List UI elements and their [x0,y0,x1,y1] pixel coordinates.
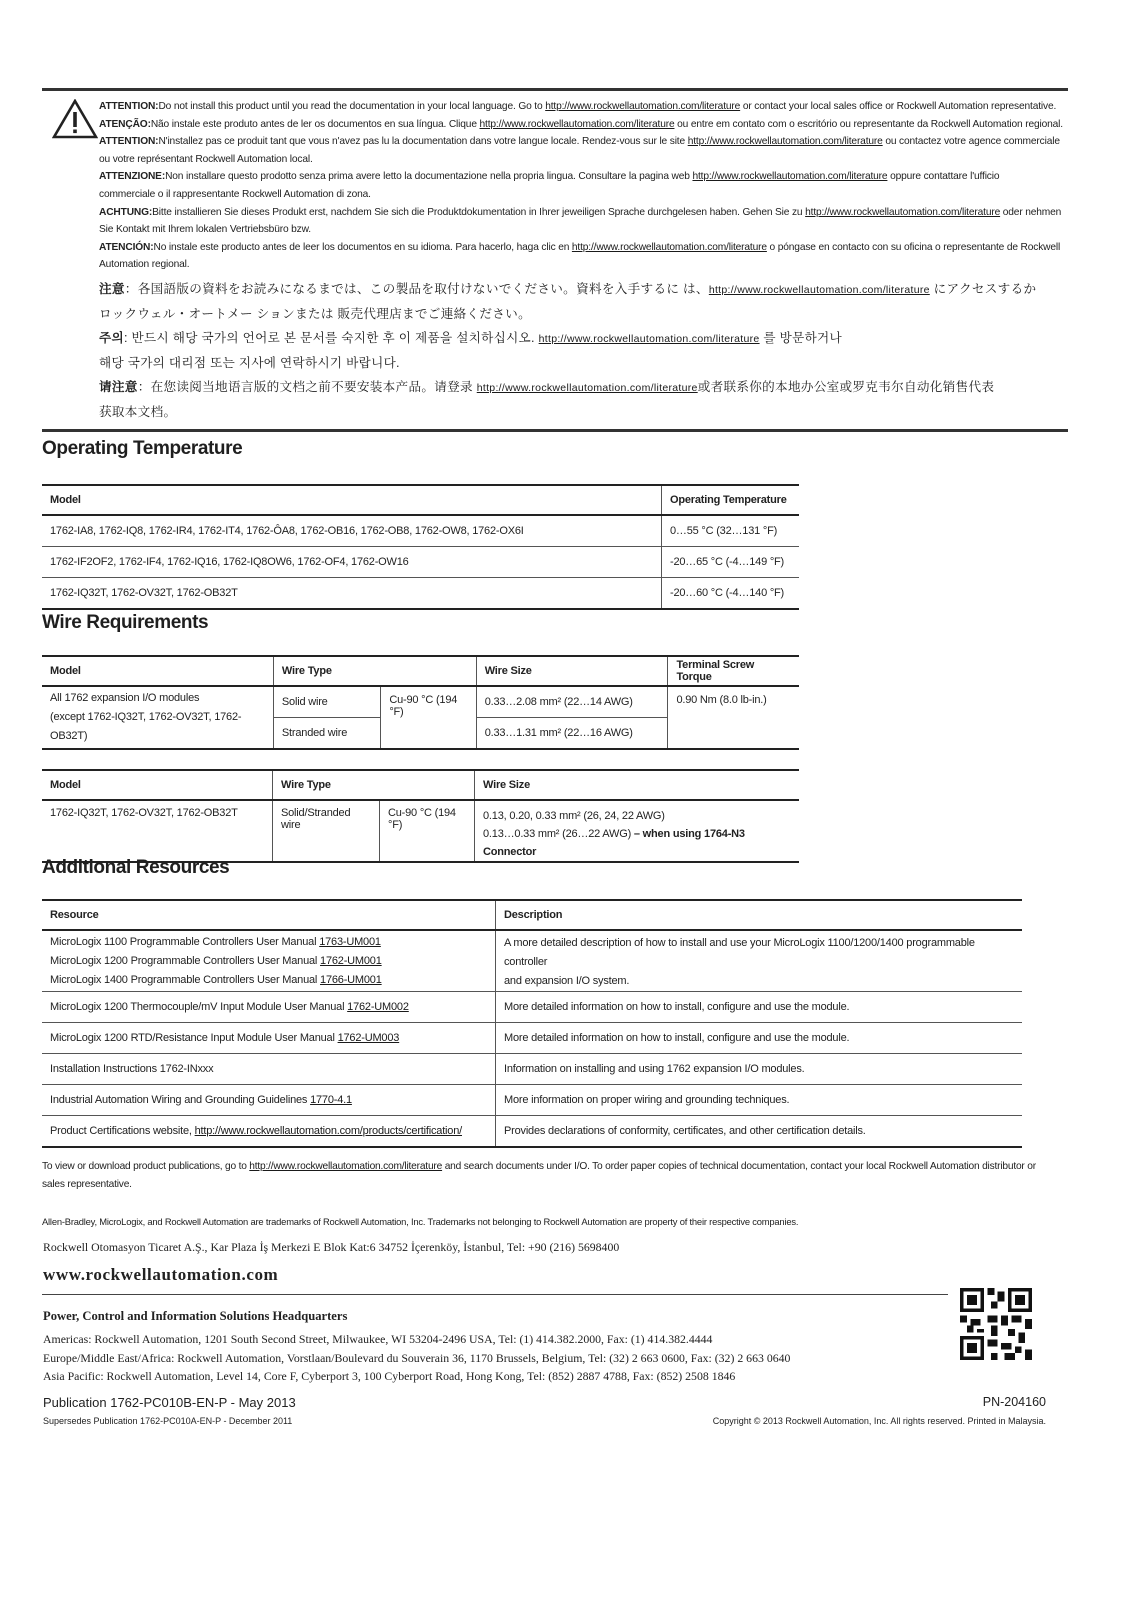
wire-size-line: 0.13, 0.20, 0.33 mm² (26, 24, 22 AWG) [483,810,665,822]
column-header-wire-type: Wire Type [273,770,475,800]
model-cell: 1762-IF2OF2, 1762-IF4, 1762-IQ16, 1762-IQ8OW6, 1762-OF4, 1762-OW16 [42,547,662,578]
attention-text: o póngase en contacto con su oficina o representante de Rockwell [766,241,1061,253]
resource-cell [42,1085,496,1116]
attention-text: ou entre em contato com o escritório ou representante da Rockwell Automation regional. [674,118,1063,130]
torque-cell: 0.90 Nm (8.0 lb-in.) [668,686,799,749]
resource-title: Product Certifications website, [50,1124,195,1137]
attention-line [99,256,1064,274]
description-cell [496,930,1023,992]
attention-line [99,98,1064,116]
attention-text: oppure contattare l'ufficio [887,171,1000,183]
publications-text: To view or download product publications, go to [42,1161,250,1172]
table-row [42,800,799,862]
resource-title: MicroLogix 1400 Programmable Controllers User Manual [50,973,321,986]
attention-line [99,400,1064,424]
description-cell [496,1085,1023,1116]
attention-text: N'installez pas ce produit tant que vous n'avez pas lu la documentation dans votre langue locale. Rendez-vous sur le site [158,136,688,148]
attention-text: ロックウェル・オートメー ションまたは 販売代理店までご連絡ください。 [99,306,531,321]
wire-size-cell: 0.33…2.08 mm² (22…14 AWG) [476,686,668,718]
model-cell: 1762-IQ32T, 1762-OV32T, 1762-OB32T [42,800,273,862]
resource-line [50,1029,487,1048]
attention-text: or contact your local sales office or Rockwell Automation representative. [740,101,1057,112]
attention-label: ACHTUNG: [99,206,153,218]
wire-temp-cell: Cu-90 °C (194 °F) [380,800,475,862]
attention-text: Não instale este produto antes de ler os documentos en sua língua. Clique [150,118,480,130]
copyright-note: Copyright © 2013 Rockwell Automation, Inc. All rights reserved. Printed in Malaysia. [712,1416,1046,1426]
column-header-wire-size: Wire Size [476,656,668,686]
temperature-cell: 0…55 °C (32…131 °F) [662,515,800,547]
europe-address: Europe/Middle East/Africa: Rockwell Automation, Vorstlaan/Boulevard du Souverain 36, 1170 Brussels, Belgium, Tel: (32) 2 663 0600, Fax: (32) 2 663 0640 [43,1351,791,1365]
column-header-wire-type: Wire Type [273,656,476,686]
attention-label: 请注意 [99,379,138,394]
wire-size-cell [475,800,800,862]
model-line: (except 1762-IQ32T, 1762-OV32T, 1762-OB32T) [50,711,242,742]
wire-requirements-heading: Wire Requirements [42,612,209,633]
website-url[interactable]: www.rockwellautomation.com [43,1265,279,1284]
qr-code-icon [960,1288,1032,1360]
footer-divider [42,1294,948,1295]
attention-line [99,151,1064,169]
publication-link[interactable]: 1766-UM001 [320,973,382,986]
supersedes-note: Supersedes Publication 1762-PC010A-EN-P - December 2011 [43,1416,293,1426]
column-header-model: Model [42,656,273,686]
table-row [42,1023,1022,1054]
resource-line [50,1060,487,1079]
attention-line [99,221,1064,239]
publication-link[interactable]: 1762-UM002 [347,1000,409,1013]
attention-label: ATTENTION: [99,136,159,148]
wire-size-text: 0.13…0.33 mm² (26…22 AWG) [483,828,634,840]
attention-text: commerciale o il rappresentante Rockwell Automation di zona. [99,188,371,200]
attention-text: ：各国語版の資料をお読みになるまでは、この製品を取付けないでください。資料を入手するに は、 [124,281,709,296]
column-header-model: Model [42,485,662,515]
description-line: Information on installing and using 1762 expansion I/O modules. [504,1062,805,1075]
attention-text: Sie Kontakt mit Ihrem lokalen Vertriebsbüro bzw. [99,224,311,236]
table-row [42,578,799,610]
column-header-model: Model [42,770,273,800]
attention-text: ou contactez votre agence commerciale [882,136,1060,148]
column-header-operating-temperature: Operating Temperature [662,485,800,515]
attention-line [99,116,1064,134]
resource-cell [42,1054,496,1085]
table-row [42,515,799,547]
wire-type-cell: Stranded wire [273,718,380,750]
publication-number: Publication 1762-PC010B-EN-P - May 2013 [43,1395,296,1410]
resource-title: MicroLogix 1200 Programmable Controllers User Manual [50,954,321,967]
literature-link[interactable]: http://www.rockwellautomation.com/literature [687,136,883,148]
resource-line [50,933,487,952]
attention-line [99,186,1064,204]
americas-address: Americas: Rockwell Automation, 1201 South Second Street, Milwaukee, WI 53204-2496 USA, Tel: (1) 414.382.2000, Fax: (1) 414.382.4444 [43,1332,713,1346]
wire-type-cell: Solid wire [273,686,380,718]
column-header-wire-size: Wire Size [475,770,800,800]
attention-text: 或者联系你的本地办公室或罗克韦尔自动化销售代表 [697,379,995,394]
attention-text: Bitte installieren Sie dieses Produkt erst, nachdem Sie sich die Produktdokumentation in Ihrer jeweiligen Sprache durchgelesen haben. Gehen Sie zu [152,206,806,218]
description-line: and expansion I/O system. [504,975,630,987]
column-header-description: Description [496,900,1023,930]
turkey-address: Rockwell Otomasyon Ticaret A.Ş., Kar Plaza İş Merkezi E Blok Kat:6 34752 İçerenköy, İstanbul, Tel: +90 (216) 5698400 [43,1240,620,1254]
attention-line [99,351,1064,375]
attention-line [99,302,1064,326]
literature-link[interactable]: http://www.rockwellautomation.com/literature [538,332,760,345]
additional-resources-heading: Additional Resources [42,857,230,878]
part-number: PN-204160 [982,1395,1046,1409]
publication-link[interactable]: 1762-UM001 [320,954,382,967]
resource-cell [42,1023,496,1054]
attention-line [99,168,1064,186]
table-row [42,1085,1022,1116]
publications-note [42,1158,1042,1194]
attention-text: 获取本文档。 [99,404,177,419]
resource-title: MicroLogix 1100 Programmable Controllers User Manual [50,935,320,948]
resource-line [50,1122,487,1141]
attention-text: Automation regional. [99,259,190,271]
description-cell [496,1023,1023,1054]
attention-text: : 반드시 해당 국가의 언어로 본 문서를 숙지한 후 이 제품을 설치하십시오. [123,330,539,345]
resource-title: MicroLogix 1200 RTD/Resistance Input Module User Manual [50,1031,338,1044]
attention-label: ATENÇÃO: [99,118,151,130]
description-line: More detailed information on how to install, configure and use the module. [504,1000,850,1013]
attention-text [99,98,1064,424]
temperature-cell: -20…65 °C (-4…149 °F) [662,547,800,578]
publication-link[interactable]: 1770-4.1 [310,1093,352,1106]
wire-requirements-table-2 [42,769,799,863]
wire-requirements-table [42,655,799,750]
attention-line [99,326,1064,351]
attention-text: にアクセスするか [929,281,1037,296]
publication-link[interactable]: 1763-UM001 [319,935,381,948]
attention-line [99,204,1064,222]
description-line: More information on proper wiring and grounding techniques. [504,1093,790,1106]
wire-temp-cell: Cu-90 °C (194 °F) [381,686,476,749]
attention-label: ATTENZIONE: [99,171,166,183]
literature-link[interactable]: http://www.rockwellautomation.com/literature [571,241,767,253]
table-row [42,992,1022,1023]
temperature-cell: -20…60 °C (-4…140 °F) [662,578,800,610]
publication-link[interactable]: 1762-UM003 [337,1031,400,1044]
publications-text: sales representative. [42,1179,132,1190]
asia-address: Asia Pacific: Rockwell Automation, Level 14, Core F, Cyberport 3, 100 Cyberport Road, Hong Kong, Tel: (852) 2887 4788, Fax: (852) 2508 1846 [43,1369,736,1383]
warning-triangle-icon [52,99,98,139]
description-line: More detailed information on how to install, configure and use the module. [504,1031,850,1044]
model-line: All 1762 expansion I/O modules [50,692,200,704]
model-cell: 1762-IA8, 1762-IQ8, 1762-IR4, 1762-IT4, 1762-ÔA8, 1762-OB16, 1762-OB8, 1762-OW8, 1762-OX6I [42,515,662,547]
operating-temperature-heading: Operating Temperature [42,438,243,459]
description-cell [496,1116,1023,1148]
description-cell [496,992,1023,1023]
attention-label: ATENCIÓN: [99,241,154,253]
resource-title: Industrial Automation Wiring and Grounding Guidelines [50,1093,311,1106]
resource-line [50,1091,487,1110]
attention-line [99,375,1064,400]
attention-line [99,133,1064,151]
attention-text: oder nehmen [1000,206,1062,218]
publications-text: and search documents under I/O. To order paper copies of technical documentation, contact your local Rockwell Automation distributor or [442,1161,1036,1172]
attention-line [99,277,1064,302]
table-row [42,686,799,718]
resource-line [50,952,487,971]
attention-text: 해당 국가의 대리점 또는 지사에 연락하시기 바랍니다. [99,355,400,370]
attention-text: No instale este producto antes de leer los documentos en su idioma. Para hacerlo, haga clic en [153,241,572,253]
publication-link[interactable]: http://www.rockwellautomation.com/products/certification/ [194,1124,462,1137]
table-row [42,547,799,578]
column-header-terminal-screw-torque: Terminal Screw Torque [668,656,799,686]
literature-link[interactable]: http://www.rockwellautomation.com/literature [476,381,698,394]
attention-text: ：在您读阅当地语言版的文档之前不要安装本产品。请登录 [137,379,477,394]
table-row [42,1116,1022,1148]
operating-temperature-table [42,484,799,610]
attention-text: 를 방문하거나 [759,330,842,345]
trademarks-note: Allen-Bradley, MicroLogix, and Rockwell Automation are trademarks of Rockwell Automation, Inc. Trademarks not belonging to Rockwell Automation are property of their respective companies. [42,1216,799,1227]
wire-size-cell: 0.33…1.31 mm² (22…16 AWG) [476,718,668,750]
attention-label: 주의 [99,330,124,345]
resource-title: Installation Instructions 1762-INxxx [50,1062,214,1075]
attention-line [99,239,1064,257]
model-cell: 1762-IQ32T, 1762-OV32T, 1762-OB32T [42,578,662,610]
literature-link[interactable]: http://www.rockwellautomation.com/literature [545,101,741,112]
resource-cell [42,1116,496,1148]
literature-link[interactable]: http://www.rockwellautomation.com/literature [249,1161,443,1172]
additional-resources-table [42,899,1022,1148]
resource-cell [42,992,496,1023]
literature-link[interactable]: http://www.rockwellautomation.com/literature [805,206,1001,218]
resource-line [50,998,487,1017]
resource-title: MicroLogix 1200 Thermocouple/mV Input Module User Manual [50,1000,348,1013]
attention-block [42,88,1068,432]
attention-text: Non installare questo prodotto senza prima avere letto la documentazione nella propria lingua. Consultare la pagina web [165,171,693,183]
literature-link[interactable]: http://www.rockwellautomation.com/literature [708,283,930,296]
resource-line [50,971,487,990]
attention-text: Do not install this product until you read the documentation in your local language. Go to [158,101,546,112]
description-line: Provides declarations of conformity, certificates, and other certification details. [504,1124,866,1137]
attention-label: ATTENTION: [99,101,159,112]
resource-cell [42,930,496,992]
column-header-resource: Resource [42,900,496,930]
table-row [42,930,1022,992]
wire-type-cell: Solid/Stranded wire [273,800,380,862]
connector-note: – when using 1764-N3 Connector [483,828,745,858]
model-cell [42,686,273,749]
literature-link[interactable]: http://www.rockwellautomation.com/literature [692,171,888,183]
literature-link[interactable]: http://www.rockwellautomation.com/literature [479,118,675,130]
wire-size-line [483,825,791,861]
description-cell [496,1054,1023,1085]
attention-label: 注意 [99,281,125,296]
headquarters-title: Power, Control and Information Solutions Headquarters [43,1309,348,1323]
table-row [42,1054,1022,1085]
description-line: A more detailed description of how to install and use your MicroLogix 1100/1200/1400 programmable controller [504,937,975,968]
attention-text: ou votre représentant Rockwell Automation local. [99,153,313,165]
